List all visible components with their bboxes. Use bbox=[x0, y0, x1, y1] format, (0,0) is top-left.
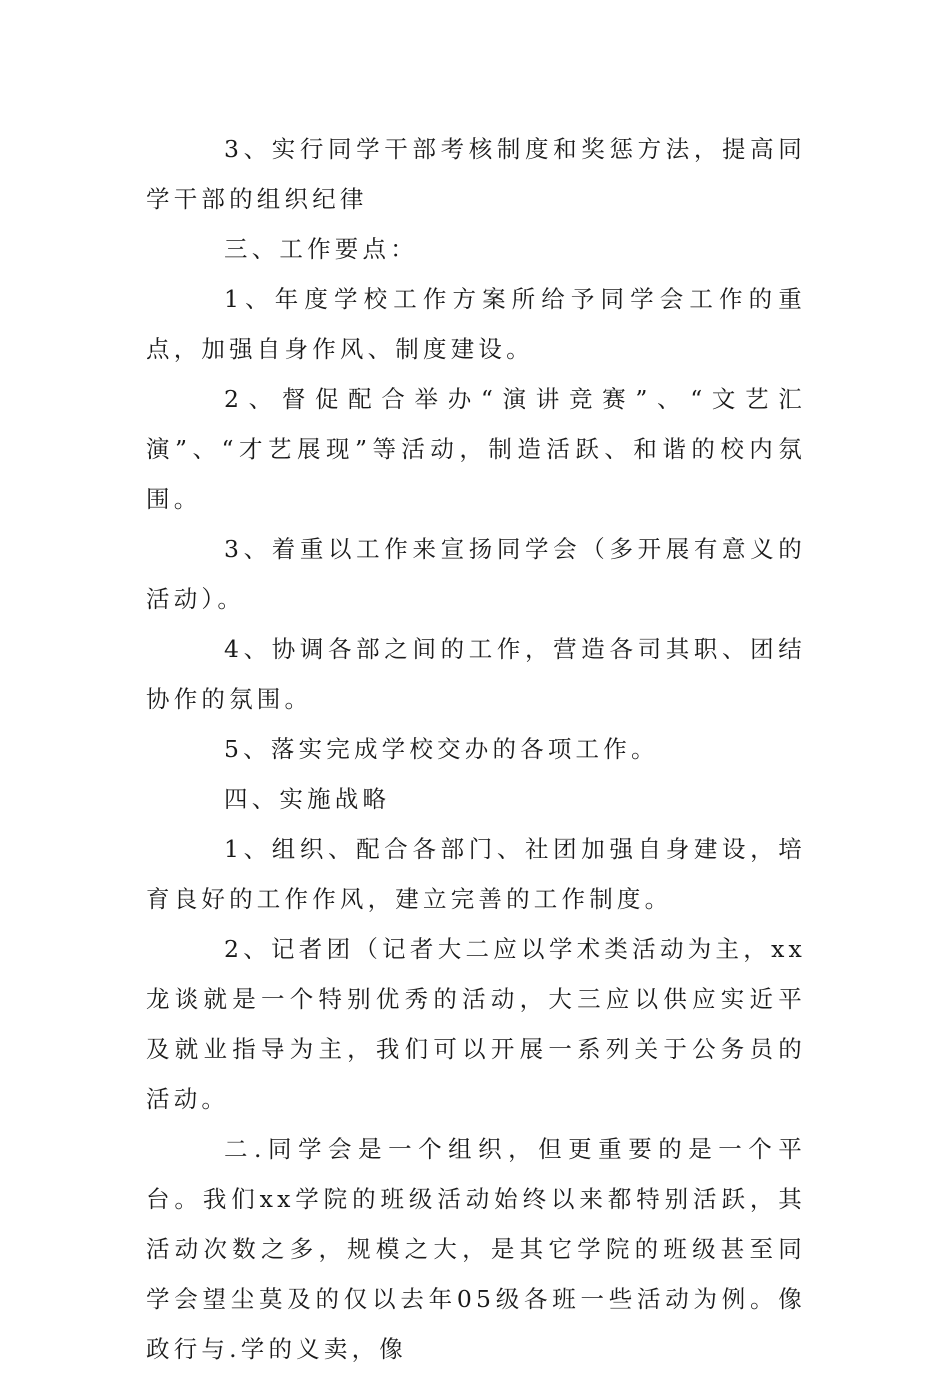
paragraph-6: 5、落实完成学校交办的各项工作。 bbox=[224, 735, 659, 763]
paragraph-9: 二.同学会是一个组织，但更重要的是一个平台。我们xx学院的班级活动始终以来都特别活跃，其活动次数之多，规模之大，是其它学院的班级甚至同学会望尘莫及的仅以去年05级各班一些活动为例。像政行与.学的义卖，像 bbox=[146, 1135, 806, 1363]
document-body bbox=[146, 124, 806, 1374]
paragraph-4: 3、着重以工作来宣扬同学会（多开展有意义的活动）。 bbox=[146, 535, 806, 613]
paragraph-2: 1、年度学校工作方案所给予同学会工作的重点，加强自身作风、制度建设。 bbox=[146, 285, 806, 363]
heading-work-points: 三、工作要点： bbox=[224, 235, 418, 263]
paragraph-8: 2、记者团（记者大二应以学术类活动为主，xx龙谈就是一个特别优秀的活动，大三应以供应实近平及就业指导为主，我们可以开展一系列关于公务员的活动。 bbox=[146, 935, 806, 1113]
paragraph-1: 3、实行同学干部考核制度和奖惩方法，提高同学干部的组织纪律 bbox=[146, 135, 806, 213]
heading-strategy: 四、实施战略 bbox=[224, 785, 391, 813]
paragraph-5: 4、协调各部之间的工作，营造各司其职、团结协作的氛围。 bbox=[146, 635, 806, 713]
paragraph-3: 2、督促配合举办“演讲竞赛”、“文艺汇演”、“才艺展现”等活动，制造活跃、和谐的校内氛围。 bbox=[146, 385, 806, 513]
paragraph-7: 1、组织、配合各部门、社团加强自身建设，培育良好的工作作风，建立完善的工作制度。 bbox=[146, 835, 806, 913]
